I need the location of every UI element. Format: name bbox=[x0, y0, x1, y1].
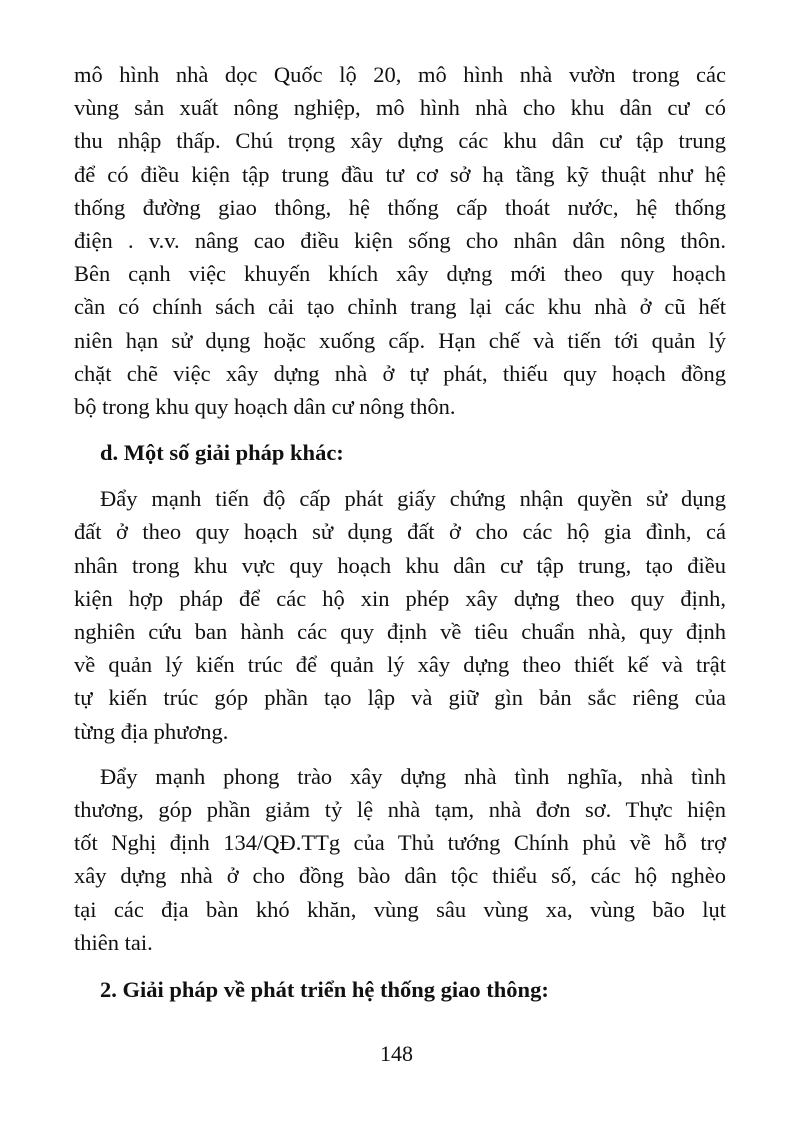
text-line: tại các địa bàn khó khăn, vùng sâu vùng xa, vùng bão lụt bbox=[74, 896, 726, 922]
text-line: điện . v.v. nâng cao điều kiện sống cho nhân dân nông thôn. bbox=[74, 228, 726, 254]
text-line: về quản lý kiến trúc để quản lý xây dựng theo thiết kế và trật bbox=[74, 652, 726, 678]
text-line: tự kiến trúc góp phần tạo lập và giữ gìn bản sắc riêng của bbox=[74, 685, 726, 711]
text-line: thu nhập thấp. Chú trọng xây dựng các khu dân cư tập trung bbox=[74, 128, 726, 154]
text-line: kiện hợp pháp để các hộ xin phép xây dựng theo quy định, bbox=[74, 585, 726, 611]
text-line: niên hạn sử dụng hoặc xuống cấp. Hạn chế và tiến tới quản lý bbox=[74, 327, 726, 353]
section-heading-2: 2. Giải pháp về phát triển hệ thống giao thông: bbox=[100, 977, 549, 1003]
paragraph-land-certificates bbox=[74, 482, 726, 748]
text-line: chặt chẽ việc xây dựng nhà ở tự phát, thiếu quy hoạch đồng bbox=[74, 360, 726, 386]
text-line: xây dựng nhà ở cho đồng bào dân tộc thiểu số, các hộ nghèo bbox=[74, 863, 726, 889]
page-number: 148 bbox=[380, 1041, 413, 1066]
text-line: từng địa phương. bbox=[74, 718, 229, 744]
text-line: nhân trong khu vực quy hoạch khu dân cư tập trung, tạo điều bbox=[74, 552, 726, 578]
text-line: Đẩy mạnh phong trào xây dựng nhà tình nghĩa, nhà tình bbox=[100, 763, 726, 789]
text-line: mô hình nhà dọc Quốc lộ 20, mô hình nhà vườn trong các bbox=[74, 62, 726, 87]
text-line: Bên cạnh việc khuyến khích xây dựng mới theo quy hoạch bbox=[74, 261, 726, 287]
paragraph-charity-housing bbox=[74, 760, 726, 959]
text-line: để có điều kiện tập trung đầu tư cơ sở hạ tầng kỹ thuật như hệ bbox=[74, 161, 726, 187]
text-line: bộ trong khu quy hoạch dân cư nông thôn. bbox=[74, 394, 456, 420]
text-line: thương, góp phần giảm tỷ lệ nhà tạm, nhà đơn sơ. Thực hiện bbox=[74, 797, 726, 823]
page-body bbox=[74, 58, 726, 1009]
text-line: cần có chính sách cải tạo chỉnh trang lại các khu nhà ở cũ hết bbox=[74, 294, 726, 320]
text-line: nghiên cứu ban hành các quy định về tiêu chuẩn nhà, quy định bbox=[74, 619, 726, 645]
text-line: thiên tai. bbox=[74, 929, 153, 955]
text-line: thống đường giao thông, hệ thống cấp thoát nước, hệ thống bbox=[74, 194, 726, 220]
text-line: đất ở theo quy hoạch sử dụng đất ở cho các hộ gia đình, cá bbox=[74, 519, 726, 545]
section-heading-d: d. Một số giải pháp khác: bbox=[100, 440, 344, 466]
text-line: vùng sản xuất nông nghiệp, mô hình nhà cho khu dân cư có bbox=[74, 95, 726, 121]
text-line: tốt Nghị định 134/QĐ.TTg của Thủ tướng Chính phủ về hỗ trợ bbox=[74, 830, 726, 856]
text-line: Đẩy mạnh tiến độ cấp phát giấy chứng nhận quyền sử dụng bbox=[100, 486, 726, 512]
paragraph-intro bbox=[74, 58, 726, 423]
